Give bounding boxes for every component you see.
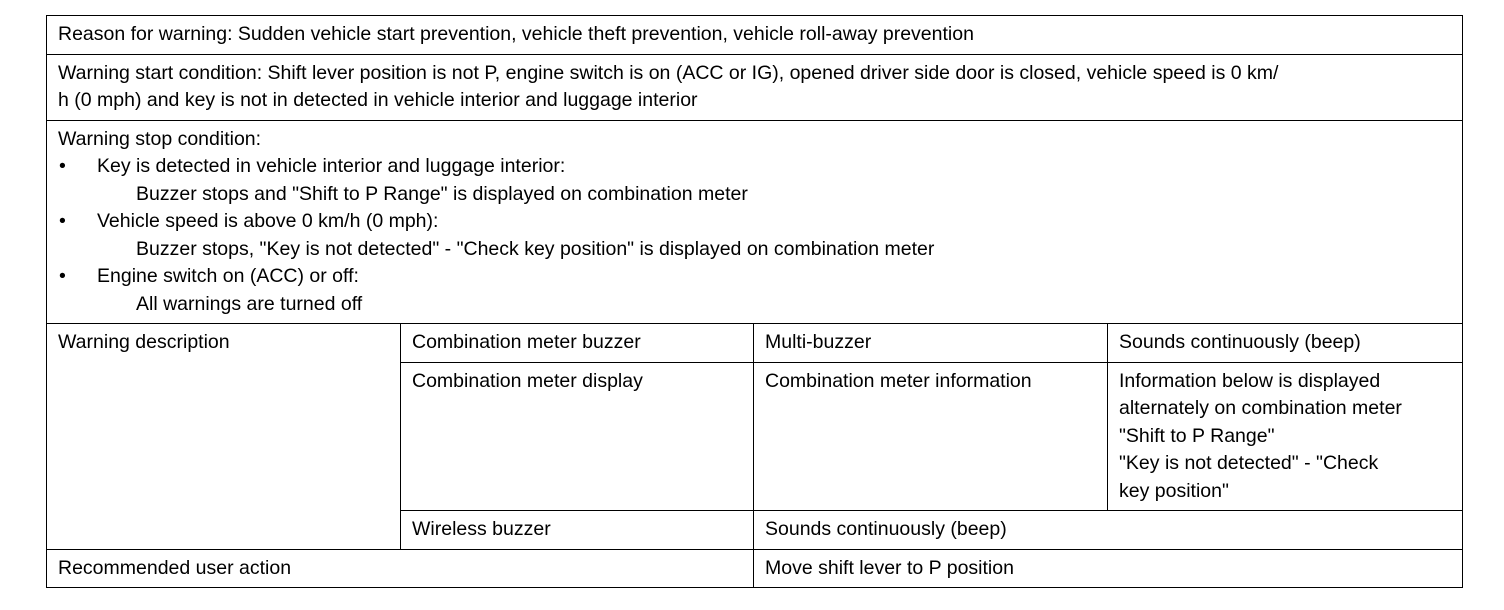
device-wireless-buzzer: Wireless buzzer: [412, 518, 551, 540]
reason-cell: [47, 16, 1463, 55]
action-value: Move shift lever to P position: [765, 556, 1014, 579]
description-behavior-cell: [754, 511, 1463, 550]
stop-condition-item-2-condition: Vehicle speed is above 0 km/h (0 mph):: [97, 210, 439, 232]
stop-condition-item-3-condition: Engine switch on (ACC) or off:: [97, 265, 359, 287]
stop-condition-item-1-condition: Key is detected in vehicle interior and luggage interior:: [97, 155, 566, 177]
bullet-icon: •: [59, 265, 66, 287]
behavior-display-line-5: key position": [1119, 479, 1229, 502]
stop-condition-cell: [47, 120, 1463, 324]
row-reason: [47, 16, 1463, 55]
device-meter-buzzer: Combination meter buzzer: [412, 331, 641, 353]
type-multi-buzzer: Multi-buzzer: [765, 331, 872, 353]
description-type-cell: [754, 362, 1108, 511]
bullet-icon: •: [59, 155, 66, 177]
warning-spec-table: [46, 15, 1463, 588]
stop-condition-item-3-result: All warnings are turned off: [136, 292, 363, 315]
bullet-icon: •: [59, 210, 66, 232]
stop-condition-item-3: [58, 263, 1452, 291]
start-condition-line-2: h (0 mph) and key is not in detected in vehicle interior and luggage interior: [58, 89, 698, 111]
stop-condition-item-2: [58, 208, 1452, 236]
behavior-display-line-1: Information below is displayed: [1119, 369, 1381, 392]
description-label: Warning description: [58, 331, 230, 353]
row-start-condition: [47, 54, 1463, 120]
action-label: Recommended user action: [58, 556, 292, 579]
behavior-display-line-4: "Key is not detected" - "Check: [1119, 452, 1379, 474]
type-meter-information: Combination meter information: [765, 369, 1032, 392]
action-value-cell: [754, 549, 1463, 588]
stop-condition-title: Warning stop condition:: [58, 127, 262, 150]
behavior-meter-buzzer: Sounds continuously (beep): [1119, 331, 1361, 353]
description-behavior-cell: [1108, 324, 1463, 363]
behavior-wireless-buzzer: Sounds continuously (beep): [765, 518, 1007, 540]
action-label-cell: [47, 549, 754, 588]
description-type-cell: [754, 324, 1108, 363]
description-device-cell: [401, 324, 754, 363]
row-description-buzzer: [47, 324, 1463, 363]
row-action: [47, 549, 1463, 588]
behavior-display-line-2: alternately on combination meter: [1119, 397, 1402, 419]
behavior-display-line-3: "Shift to P Range": [1119, 424, 1275, 447]
description-device-cell: [401, 511, 754, 550]
start-condition-cell: [47, 54, 1463, 120]
stop-condition-item-1: [58, 153, 1452, 181]
description-behavior-cell: [1108, 362, 1463, 511]
device-meter-display: Combination meter display: [412, 369, 643, 392]
row-stop-condition: [47, 120, 1463, 324]
description-label-cell: [47, 324, 401, 550]
stop-condition-item-2-result: Buzzer stops, "Key is not detected" - "Check key position" is displayed on combination meter: [136, 237, 935, 260]
reason-text: Reason for warning: Sudden vehicle start prevention, vehicle theft prevention, vehicle roll-away prevention: [58, 23, 974, 45]
start-condition-line-1: Warning start condition: Shift lever position is not P, engine switch is on (ACC or IG), opened driver side door is closed, vehicle speed is 0 km/: [58, 61, 1279, 84]
description-device-cell: [401, 362, 754, 511]
stop-condition-item-1-result: Buzzer stops and "Shift to P Range" is displayed on combination meter: [136, 182, 748, 205]
